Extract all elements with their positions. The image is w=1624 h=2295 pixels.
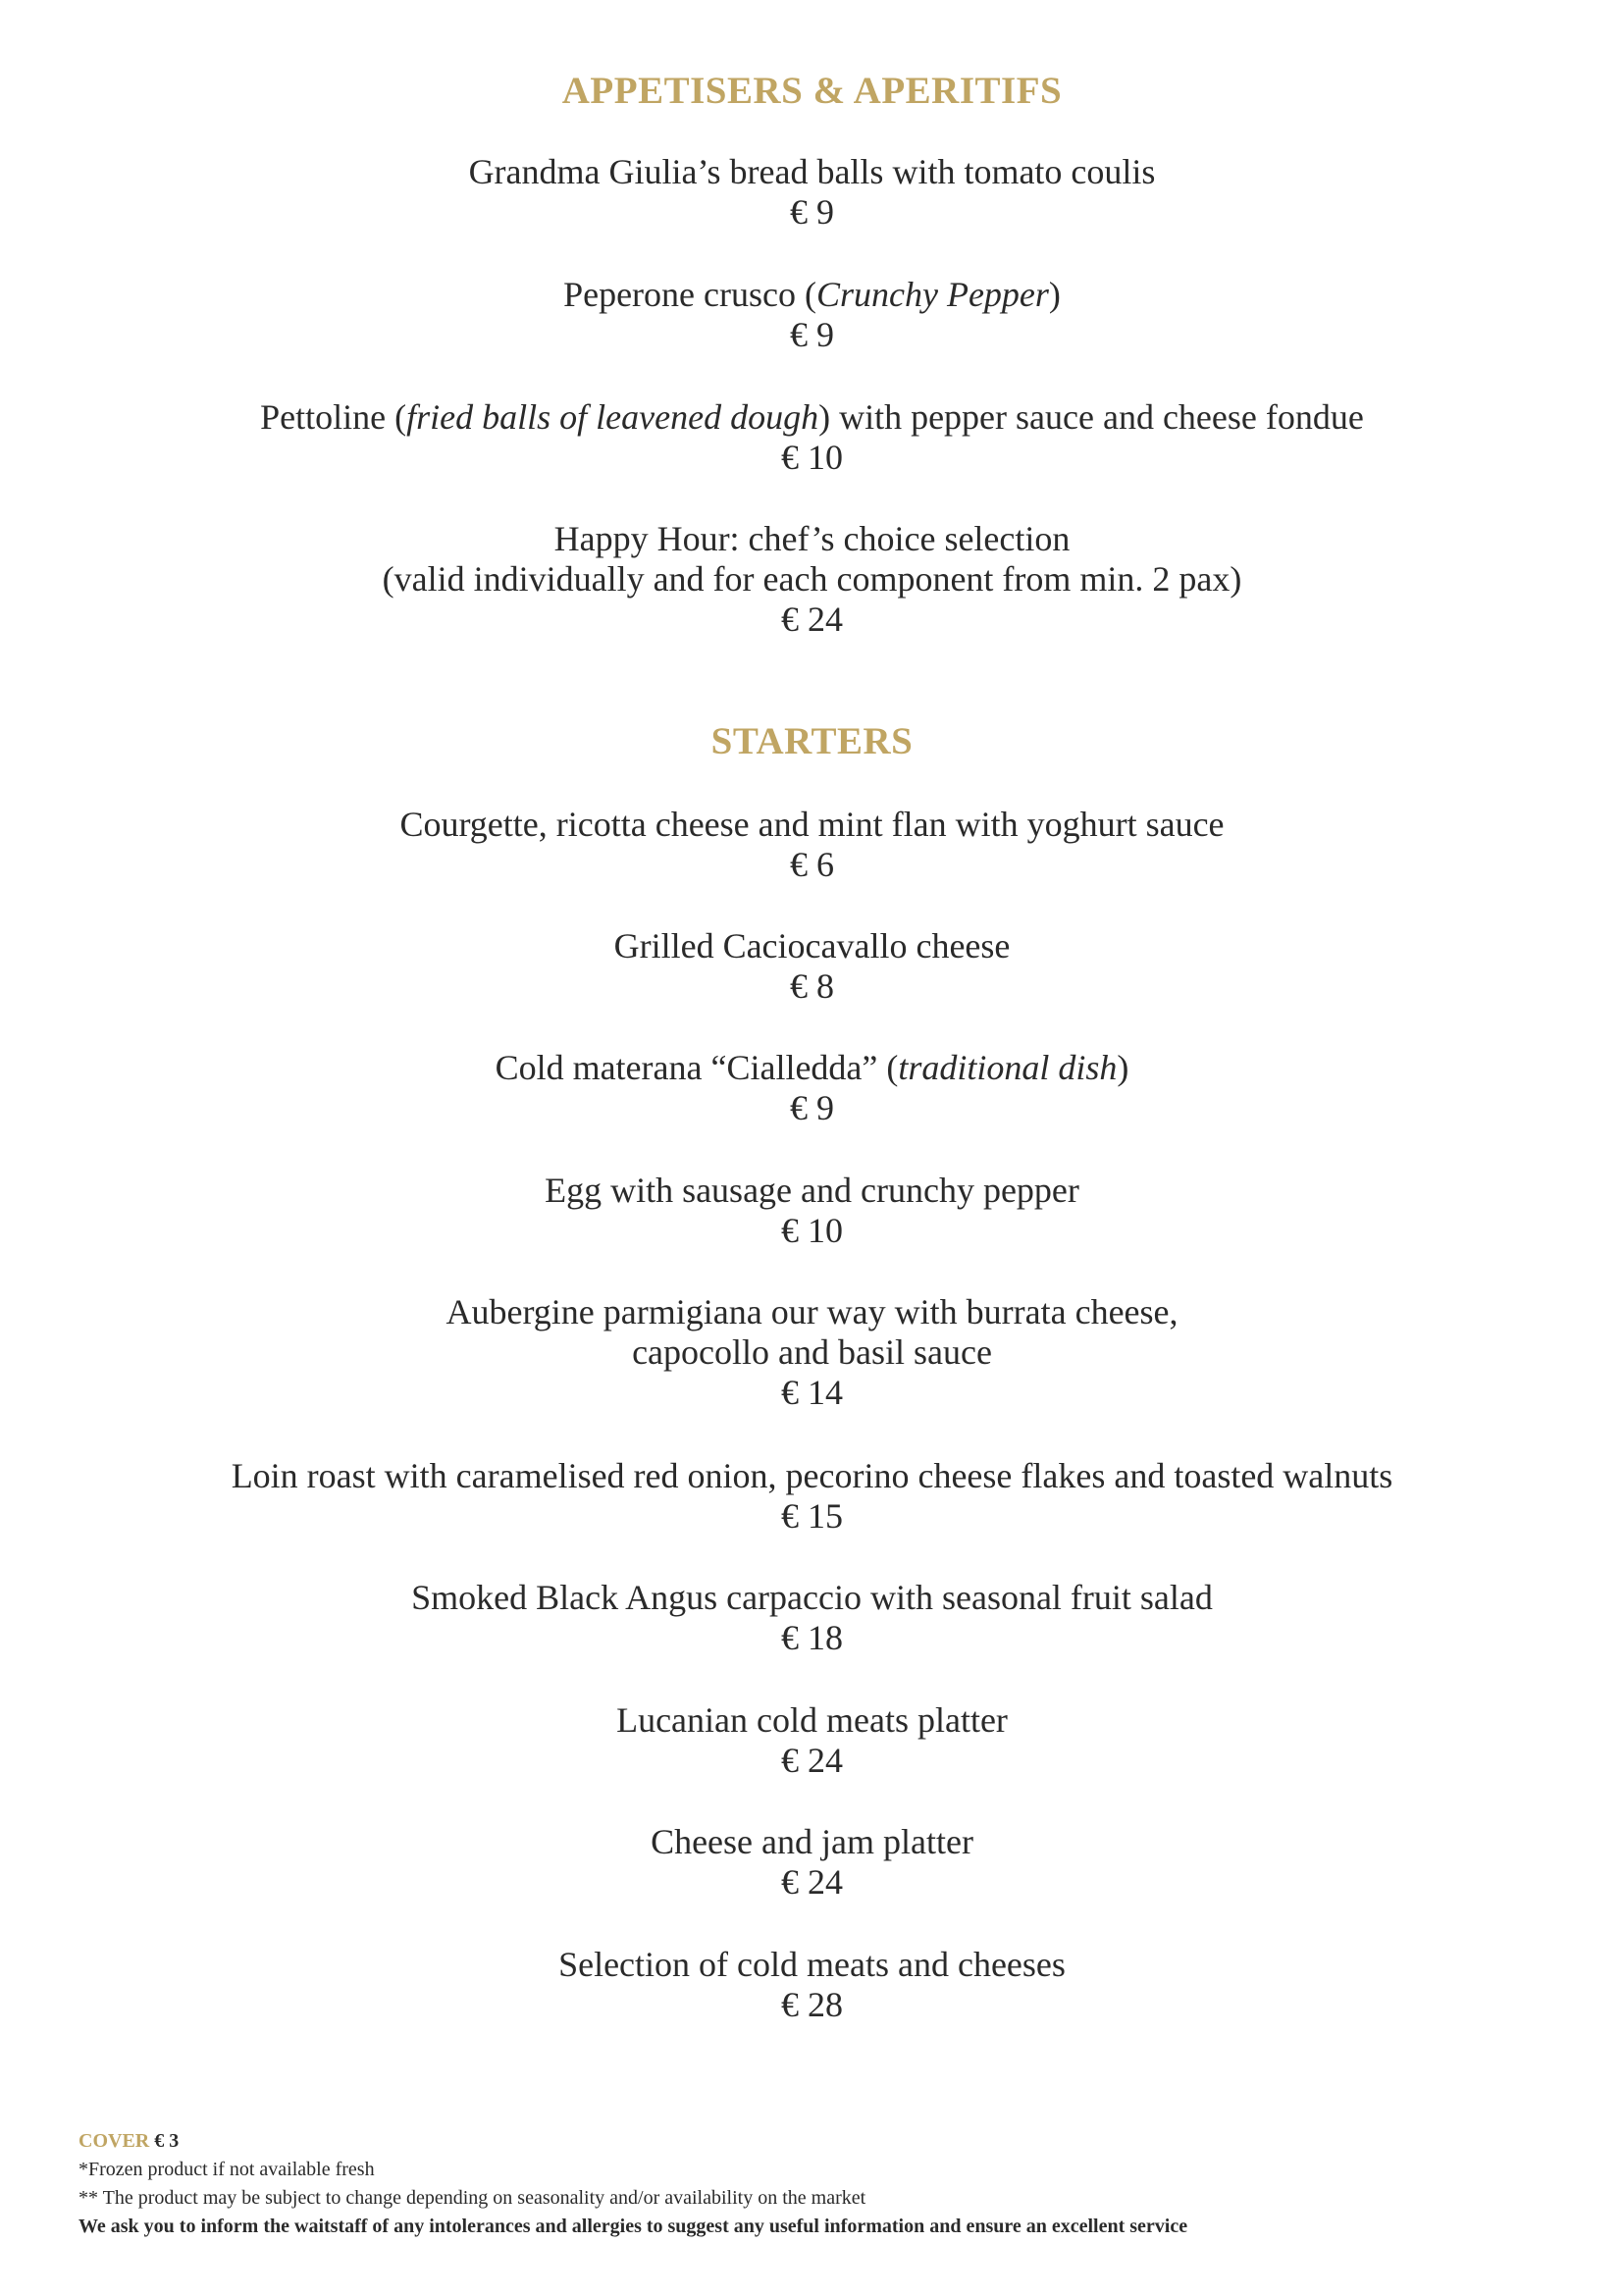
- cover-charge: [79, 2127, 1550, 2156]
- item-name: Grilled Caciocavallo cheese: [613, 926, 1011, 965]
- menu-item: [0, 1945, 1624, 2025]
- menu-item: [0, 1578, 1624, 1658]
- item-note: Crunchy Pepper: [815, 275, 1049, 314]
- item-price: € 15: [781, 1496, 843, 1536]
- item-price: € 14: [781, 1373, 843, 1412]
- item-name-line2: (valid individually and for each component from min. 2 pax): [382, 559, 1242, 599]
- menu-item: [0, 926, 1624, 1007]
- section-title-starters: STARTERS: [710, 720, 914, 762]
- item-note: traditional dish: [898, 1048, 1118, 1087]
- item-price: € 6: [790, 845, 834, 884]
- item-name: Courgette, ricotta cheese and mint flan with yoghurt sauce: [399, 805, 1225, 844]
- menu-item: [0, 1456, 1624, 1537]
- item-name: Happy Hour: chef’s choice selection: [553, 519, 1071, 558]
- menu-item: [0, 1171, 1624, 1251]
- item-price: € 24: [781, 1741, 843, 1780]
- allergy-note: We ask you to inform the waitstaff of any intolerances and allergies to suggest any useful information and ensure an excellent service: [79, 2216, 1188, 2237]
- menu-item: [0, 805, 1624, 885]
- item-name: Cold materana “Cialledda” (traditional dish): [495, 1048, 1129, 1087]
- cover-label: COVER: [79, 2130, 150, 2152]
- item-price: € 10: [781, 438, 843, 477]
- item-name: Grandma Giulia’s bread balls with tomato coulis: [468, 152, 1156, 191]
- item-name: Smoked Black Angus carpaccio with seasonal fruit salad: [411, 1578, 1213, 1617]
- item-name: Cheese and jam platter: [651, 1822, 973, 1861]
- cover-price: € 3: [154, 2130, 180, 2152]
- item-name-line2: capocollo and basil sauce: [632, 1332, 992, 1372]
- menu-item: [0, 519, 1624, 640]
- item-price: € 9: [790, 1088, 834, 1127]
- menu-item: [0, 1048, 1624, 1128]
- menu-item: [0, 152, 1624, 233]
- item-name: Aubergine parmigiana our way with burrata cheese,: [445, 1292, 1179, 1331]
- item-price: € 28: [781, 1985, 843, 2024]
- item-name: Egg with sausage and crunchy pepper: [545, 1171, 1079, 1210]
- item-price: € 18: [781, 1618, 843, 1657]
- seasonality-note: ** The product may be subject to change depending on seasonality and/or availability on the market: [79, 2187, 866, 2209]
- item-name: Lucanian cold meats platter: [616, 1700, 1008, 1740]
- menu-item: [0, 1292, 1624, 1413]
- item-price: € 24: [781, 1862, 843, 1902]
- item-price: € 10: [781, 1211, 843, 1250]
- item-name: Pettoline (fried balls of leavened dough) with pepper sauce and cheese fondue: [260, 397, 1364, 437]
- item-price: € 9: [790, 192, 834, 232]
- item-name: Selection of cold meats and cheeses: [558, 1945, 1066, 1984]
- item-price: € 9: [790, 315, 834, 354]
- item-name: Peperone crusco (Crunchy Pepper): [563, 275, 1061, 314]
- section-title-appetisers: APPETISERS & APERITIFS: [561, 70, 1063, 112]
- item-price: € 8: [790, 966, 834, 1006]
- menu-item: [0, 1700, 1624, 1781]
- menu-item: [0, 275, 1624, 355]
- frozen-note: *Frozen product if not available fresh: [79, 2159, 375, 2180]
- menu-item: [0, 1822, 1624, 1903]
- item-name: Loin roast with caramelised red onion, pecorino cheese flakes and toasted walnuts: [231, 1456, 1393, 1495]
- item-note: fried balls of leavened dough: [406, 397, 819, 437]
- item-price: € 24: [781, 600, 843, 639]
- footer-notes: [79, 2127, 1550, 2241]
- menu-item: [0, 397, 1624, 478]
